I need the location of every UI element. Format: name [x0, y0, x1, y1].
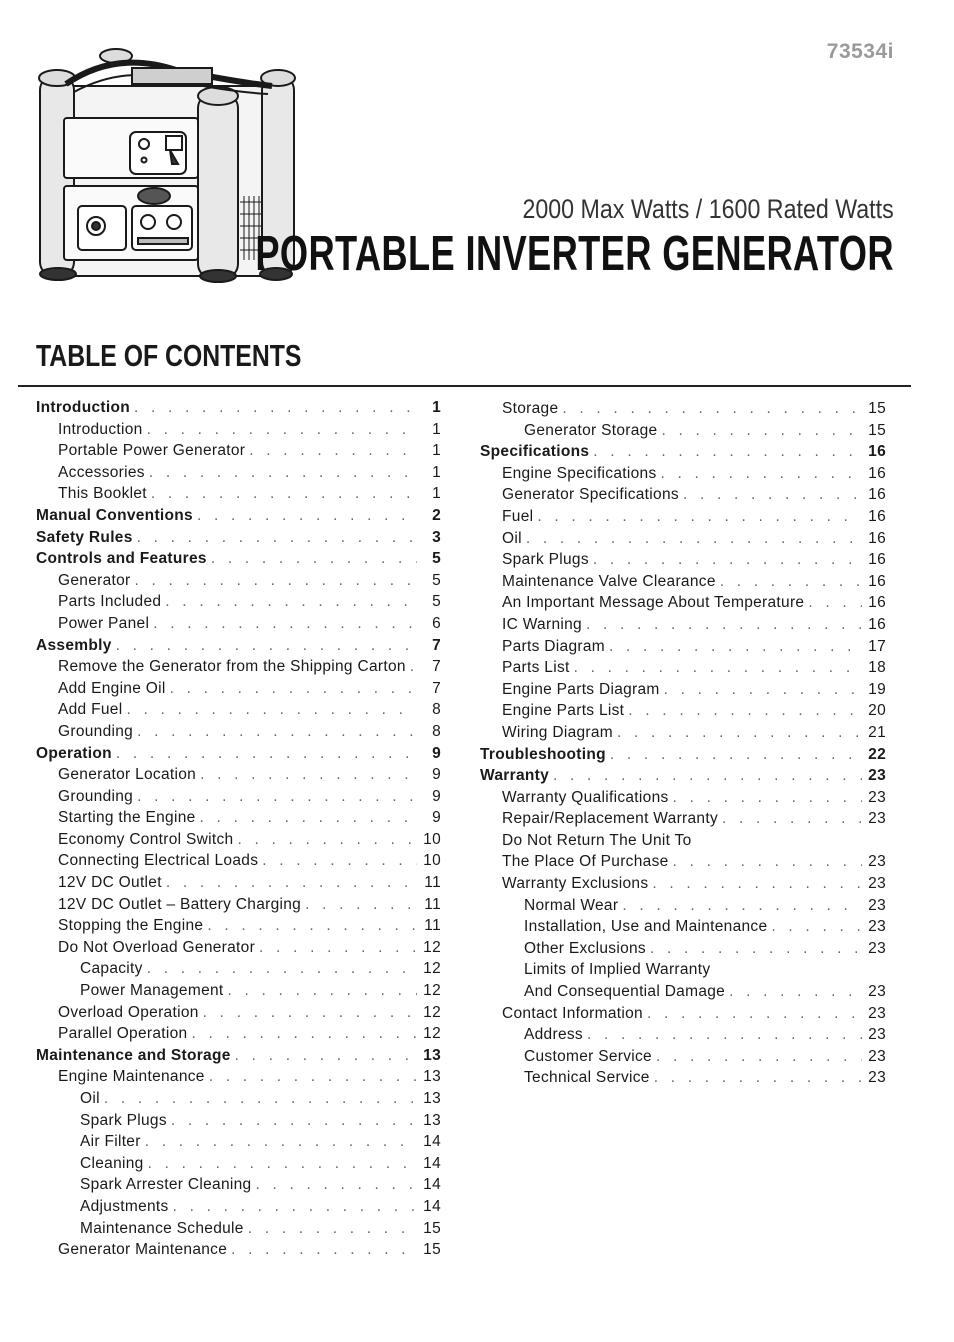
toc-entry-label: Adjustments — [80, 1197, 169, 1215]
toc-leader-dots — [661, 420, 862, 442]
toc-leader-dots — [137, 527, 417, 549]
toc-entry-label: Other Exclusions — [524, 939, 646, 957]
toc-leader-dots — [153, 613, 417, 635]
toc-entry[interactable] — [480, 830, 886, 852]
toc-leader-dots — [574, 657, 862, 679]
toc-entry-page: 10 — [423, 852, 441, 870]
toc-leader-dots — [562, 398, 862, 420]
toc-right-column — [480, 398, 886, 1089]
toc-entry[interactable] — [36, 1066, 441, 1088]
toc-entry-page: 15 — [868, 421, 886, 439]
toc-leader-dots — [149, 462, 417, 484]
toc-entry-page: 13 — [423, 1111, 441, 1129]
toc-leader-dots — [235, 1045, 417, 1067]
toc-entry[interactable] — [36, 591, 441, 613]
toc-entry-label: Manual Conventions — [36, 506, 193, 524]
toc-entry-label: Wiring Diagram — [502, 723, 613, 741]
toc-entry-label: Parallel Operation — [58, 1025, 188, 1043]
toc-leader-dots — [228, 980, 417, 1002]
toc-entry-label: Engine Parts List — [502, 702, 625, 720]
toc-leader-dots — [191, 1023, 417, 1045]
toc-entry-label: Add Engine Oil — [58, 679, 166, 697]
toc-entry-label: Engine Specifications — [502, 464, 657, 482]
toc-entry-page: 16 — [868, 551, 886, 569]
toc-entry-page: 15 — [423, 1219, 441, 1237]
toc-entry-label: Power Management — [80, 982, 224, 1000]
toc-entry-page: 16 — [868, 464, 886, 482]
toc-leader-dots — [259, 937, 417, 959]
toc-entry-label: 12V DC Outlet — [58, 874, 162, 892]
toc-leader-dots — [410, 656, 417, 678]
toc-entry-label: Do Not Overload Generator — [58, 938, 256, 956]
toc-entry-page: 1 — [432, 485, 441, 503]
toc-entry[interactable] — [36, 872, 441, 894]
toc-entry[interactable] — [480, 722, 886, 744]
toc-entry-page: 23 — [868, 767, 886, 785]
toc-entry-label: Air Filter — [80, 1133, 141, 1151]
toc-entry[interactable] — [36, 937, 441, 959]
toc-entry-page: 11 — [424, 874, 441, 892]
toc-entry-page: 7 — [432, 636, 441, 654]
toc-leader-dots — [729, 981, 862, 1003]
toc-divider — [18, 385, 911, 387]
toc-entry[interactable] — [480, 1024, 886, 1046]
toc-entry-page: 2 — [432, 506, 441, 524]
toc-leader-dots — [610, 744, 862, 766]
toc-entry-label: And Consequential Damage — [524, 983, 726, 1001]
toc-entry-label: 12V DC Outlet – Battery Charging — [58, 895, 302, 913]
toc-entry[interactable] — [36, 397, 441, 419]
toc-entry-label: Parts Included — [58, 593, 162, 611]
toc-entry-label: Starting the Engine — [58, 809, 196, 827]
toc-leader-dots — [628, 700, 862, 722]
toc-leader-dots — [209, 1066, 417, 1088]
toc-leader-dots — [211, 548, 417, 570]
toc-entry-page: 11 — [424, 895, 441, 913]
toc-entry[interactable] — [480, 700, 886, 722]
toc-entry-label: Oil — [80, 1090, 100, 1107]
toc-entry[interactable] — [480, 484, 886, 506]
toc-leader-dots — [808, 592, 862, 614]
toc-entry-label: Parts Diagram — [502, 637, 605, 655]
toc-leader-dots — [656, 1046, 862, 1068]
toc-entry[interactable] — [480, 506, 886, 528]
toc-entry-page: 16 — [868, 529, 886, 547]
toc-leader-dots — [771, 916, 862, 938]
toc-entry[interactable] — [36, 699, 441, 721]
toc-entry-label: Generator Maintenance — [58, 1241, 228, 1259]
toc-entry-page: 23 — [868, 896, 886, 914]
toc-leader-dots — [116, 743, 417, 765]
toc-entry-label: Fuel — [502, 507, 534, 525]
toc-entry[interactable] — [480, 744, 886, 766]
toc-leader-dots — [647, 1003, 862, 1025]
toc-entry-page: 23 — [868, 918, 886, 936]
toc-leader-dots — [116, 635, 417, 657]
toc-entry[interactable] — [480, 592, 886, 614]
toc-entry-label: Portable Power Generator — [58, 442, 246, 460]
toc-entry-label: Generator Storage — [524, 421, 658, 439]
toc-entry-page: 5 — [432, 593, 441, 611]
toc-entry-label: Maintenance Valve Clearance — [502, 572, 716, 590]
toc-entry-label: Do Not Return The Unit To — [502, 831, 692, 849]
toc-entry-label: Cleaning — [80, 1154, 144, 1172]
toc-leader-dots — [171, 1110, 417, 1132]
toc-entry[interactable] — [36, 462, 441, 484]
toc-leader-dots — [200, 807, 417, 829]
toc-leader-dots — [683, 484, 862, 506]
toc-leader-dots — [145, 1131, 417, 1153]
toc-entry[interactable] — [36, 764, 441, 786]
toc-leader-dots — [237, 829, 417, 851]
toc-leader-dots — [617, 722, 862, 744]
toc-leader-dots — [147, 958, 417, 980]
toc-entry-label: Spark Plugs — [502, 551, 589, 569]
toc-entry[interactable] — [480, 765, 886, 787]
toc-entry-label: Economy Control Switch — [58, 830, 234, 848]
toc-entry-page: 21 — [868, 723, 886, 741]
toc-entry-label: Troubleshooting — [480, 745, 606, 763]
toc-leader-dots — [586, 614, 862, 636]
toc-entry-page: 11 — [424, 917, 441, 935]
toc-entry-page: 16 — [868, 572, 886, 590]
toc-entry[interactable] — [36, 958, 441, 980]
toc-leader-dots — [652, 873, 862, 895]
toc-entry[interactable] — [36, 743, 441, 765]
toc-leader-dots — [622, 895, 862, 917]
toc-entry[interactable] — [36, 1045, 441, 1067]
toc-leader-dots — [231, 1239, 417, 1261]
toc-entry-page: 10 — [423, 830, 441, 848]
toc-entry[interactable] — [36, 635, 441, 657]
toc-entry-label: This Booklet — [58, 485, 147, 503]
toc-entry-page: 23 — [868, 1069, 886, 1087]
toc-entry-page: 23 — [868, 1047, 886, 1065]
toc-entry-page: 9 — [432, 766, 441, 784]
toc-entry[interactable] — [36, 419, 441, 441]
toc-entry[interactable] — [36, 1023, 441, 1045]
toc-entry-page: 23 — [868, 939, 886, 957]
toc-entry-label: Engine Parts Diagram — [502, 680, 660, 698]
toc-entry[interactable] — [480, 657, 886, 679]
toc-leader-dots — [137, 721, 417, 743]
toc-entry-label: Capacity — [80, 960, 143, 978]
toc-entry[interactable] — [36, 980, 441, 1002]
toc-leader-dots — [148, 1153, 417, 1175]
toc-leader-dots — [593, 549, 862, 571]
toc-entry[interactable] — [480, 549, 886, 571]
toc-leader-dots — [165, 591, 417, 613]
toc-entry[interactable] — [480, 981, 886, 1003]
toc-heading: TABLE OF CONTENTS — [36, 338, 302, 373]
toc-entry[interactable] — [36, 527, 441, 549]
toc-entry-label: Repair/Replacement Warranty — [502, 810, 718, 828]
toc-entry-page: 14 — [423, 1197, 441, 1215]
toc-leader-dots — [593, 441, 862, 463]
toc-entry-page: 18 — [868, 659, 886, 677]
toc-entry-page: 15 — [423, 1241, 441, 1259]
toc-entry[interactable] — [480, 679, 886, 701]
toc-leader-dots — [249, 440, 417, 462]
toc-entry-page: 20 — [868, 702, 886, 720]
toc-entry[interactable] — [36, 786, 441, 808]
toc-entry-page: 1 — [432, 399, 441, 416]
toc-entry[interactable] — [36, 721, 441, 743]
toc-leader-dots — [650, 938, 862, 960]
toc-entry[interactable] — [480, 851, 886, 873]
toc-entry-page: 13 — [423, 1068, 441, 1086]
toc-entry[interactable] — [36, 915, 441, 937]
toc-entry-page: 12 — [423, 1003, 441, 1021]
toc-entry-page: 12 — [423, 938, 441, 956]
toc-entry[interactable] — [36, 850, 441, 872]
toc-entry[interactable] — [36, 570, 441, 592]
toc-leader-dots — [673, 787, 862, 809]
toc-entry-page: 17 — [868, 637, 886, 655]
toc-entry-label: Address — [524, 1026, 583, 1044]
toc-entry-label: Spark Plugs — [80, 1111, 167, 1129]
toc-entry[interactable] — [480, 614, 886, 636]
toc-entry-label: Grounding — [58, 787, 134, 805]
toc-entry[interactable] — [480, 571, 886, 593]
toc-entry-label: Power Panel — [58, 614, 150, 632]
toc-entry-page: 3 — [432, 528, 441, 546]
toc-leader-dots — [137, 786, 417, 808]
toc-entry-page: 23 — [868, 1004, 886, 1022]
toc-entry-page: 23 — [868, 1026, 886, 1044]
product-title: PORTABLE INVERTER GENERATOR — [255, 227, 894, 281]
toc-leader-dots — [173, 1196, 417, 1218]
toc-entry[interactable] — [36, 1218, 441, 1240]
toc-leader-dots — [104, 1088, 417, 1110]
toc-entry[interactable] — [36, 1196, 441, 1218]
toc-entry[interactable] — [36, 440, 441, 462]
toc-entry-page: 14 — [423, 1133, 441, 1151]
toc-leader-dots — [135, 570, 418, 592]
toc-entry[interactable] — [480, 895, 886, 917]
toc-entry-label: Warranty Qualifications — [502, 788, 669, 806]
toc-leader-dots — [203, 1002, 417, 1024]
rating-subtitle: 2000 Max Watts / 1600 Rated Watts — [522, 194, 894, 224]
toc-leader-dots — [151, 483, 417, 505]
toc-entry-page: 16 — [868, 443, 886, 461]
toc-leader-dots — [255, 1174, 417, 1196]
toc-entry-label: Warranty Exclusions — [502, 875, 649, 893]
toc-entry[interactable] — [36, 505, 441, 527]
toc-leader-dots — [722, 808, 862, 830]
toc-entry-label: Engine Maintenance — [58, 1068, 205, 1086]
toc-entry[interactable] — [480, 787, 886, 809]
toc-entry-page: 23 — [868, 875, 886, 893]
toc-entry-page: 5 — [432, 550, 441, 568]
toc-entry[interactable] — [36, 1002, 441, 1024]
toc-leader-dots — [262, 850, 417, 872]
toc-entry-page: 12 — [423, 982, 441, 1000]
toc-entry-page: 14 — [423, 1176, 441, 1194]
toc-leader-dots — [200, 764, 417, 786]
toc-entry[interactable] — [36, 894, 441, 916]
toc-entry[interactable] — [36, 1088, 441, 1110]
toc-entry-label: Contact Information — [502, 1004, 643, 1022]
toc-entry[interactable] — [36, 1239, 441, 1261]
toc-entry-page: 1 — [432, 420, 441, 438]
toc-entry[interactable] — [480, 636, 886, 658]
toc-leader-dots — [587, 1024, 862, 1046]
toc-entry-page: 9 — [432, 809, 441, 827]
toc-entry[interactable] — [480, 808, 886, 830]
toc-entry-label: Introduction — [58, 420, 143, 438]
toc-entry-label: Parts List — [502, 659, 570, 677]
toc-entry-page: 16 — [868, 507, 886, 525]
toc-entry-page: 14 — [423, 1154, 441, 1172]
toc-entry-label: Generator — [58, 571, 131, 589]
toc-leader-dots — [553, 765, 862, 787]
toc-entry[interactable] — [36, 1153, 441, 1175]
toc-leader-dots — [661, 463, 862, 485]
toc-entry-label: Introduction — [36, 399, 130, 416]
toc-entry[interactable] — [36, 483, 441, 505]
toc-entry-label: Accessories — [58, 463, 145, 481]
toc-entry[interactable] — [480, 398, 886, 420]
toc-entry-page: 16 — [868, 594, 886, 612]
toc-leader-dots — [207, 915, 417, 937]
toc-leader-dots — [720, 571, 862, 593]
toc-leader-dots — [305, 894, 417, 916]
toc-entry-label: Technical Service — [524, 1069, 650, 1087]
toc-entry-page: 12 — [423, 1025, 441, 1043]
toc-entry-label: Normal Wear — [524, 896, 619, 914]
toc-entry-page: 8 — [432, 722, 441, 740]
toc-entry-label: Specifications — [480, 443, 590, 461]
toc-leader-dots — [654, 1067, 862, 1089]
toc-entry[interactable] — [480, 938, 886, 960]
toc-entry[interactable] — [36, 678, 441, 700]
toc-entry-label: Grounding — [58, 722, 134, 740]
toc-entry-page: 16 — [868, 615, 886, 633]
toc-entry-label: Connecting Electrical Loads — [58, 852, 259, 870]
toc-entry-page: 9 — [432, 744, 441, 762]
toc-entry[interactable] — [480, 959, 886, 981]
toc-entry[interactable] — [36, 656, 441, 678]
toc-entry-page: 23 — [868, 788, 886, 806]
toc-entry-page: 6 — [432, 614, 441, 632]
toc-entry-label: Assembly — [36, 636, 112, 654]
toc-entry-page: 13 — [423, 1046, 441, 1064]
toc-entry-page: 23 — [868, 853, 886, 871]
toc-entry-label: Remove the Generator from the Shipping Carton — [58, 658, 406, 676]
toc-entry[interactable] — [36, 829, 441, 851]
toc-entry-label: Generator Location — [58, 766, 197, 784]
toc-entry-page: 15 — [868, 400, 886, 417]
toc-leader-dots — [126, 699, 417, 721]
toc-entry[interactable] — [36, 1174, 441, 1196]
toc-entry-label: An Important Message About Temperature — [502, 594, 805, 612]
toc-entry[interactable] — [480, 463, 886, 485]
toc-entry[interactable] — [480, 528, 886, 550]
toc-entry-page: 9 — [432, 787, 441, 805]
toc-entry[interactable] — [36, 613, 441, 635]
toc-entry-label: Storage — [502, 400, 559, 417]
toc-entry-label: Overload Operation — [58, 1003, 199, 1021]
toc-entry[interactable] — [480, 916, 886, 938]
model-number: 73534i — [826, 40, 894, 63]
toc-leader-dots — [166, 872, 417, 894]
toc-entry-page: 7 — [432, 679, 441, 697]
toc-entry[interactable] — [480, 873, 886, 895]
toc-entry-label: Operation — [36, 744, 112, 762]
toc-entry[interactable] — [480, 420, 886, 442]
toc-leader-dots — [526, 528, 862, 550]
toc-entry[interactable] — [480, 441, 886, 463]
toc-entry[interactable] — [480, 1067, 886, 1089]
toc-entry-label: Maintenance Schedule — [80, 1219, 244, 1237]
toc-leader-dots — [170, 678, 417, 700]
toc-entry-page: 16 — [868, 486, 886, 504]
toc-entry-page: 23 — [868, 810, 886, 828]
toc-entry-page: 7 — [432, 658, 441, 676]
toc-entry[interactable] — [480, 1046, 886, 1068]
toc-left-column — [36, 397, 441, 1261]
toc-entry-label: Warranty — [480, 767, 550, 785]
toc-entry-label: Installation, Use and Maintenance — [524, 918, 768, 936]
toc-entry-page: 13 — [423, 1090, 441, 1107]
toc-entry-page: 22 — [868, 745, 886, 763]
toc-entry-page: 1 — [432, 442, 441, 460]
toc-entry-page: 1 — [432, 463, 441, 481]
toc-entry-page: 19 — [868, 680, 886, 698]
toc-entry[interactable] — [36, 548, 441, 570]
toc-entry-page: 12 — [423, 960, 441, 978]
toc-entry-label: Customer Service — [524, 1047, 652, 1065]
toc-leader-dots — [609, 636, 862, 658]
toc-entry-page: 23 — [868, 983, 886, 1001]
toc-entry-label: Add Fuel — [58, 701, 123, 719]
toc-entry-label: Controls and Features — [36, 550, 207, 568]
toc-leader-dots — [134, 397, 417, 419]
toc-entry[interactable] — [36, 807, 441, 829]
toc-entry-label: The Place Of Purchase — [502, 853, 669, 871]
toc-leader-dots — [673, 851, 862, 873]
toc-entry-label: Oil — [502, 529, 522, 547]
toc-entry-label: Maintenance and Storage — [36, 1046, 231, 1064]
toc-leader-dots — [147, 419, 417, 441]
toc-entry-label: Safety Rules — [36, 528, 133, 546]
toc-leader-dots — [248, 1218, 417, 1240]
toc-entry-label: IC Warning — [502, 615, 582, 633]
toc-entry-page: 5 — [432, 571, 441, 589]
toc-leader-dots — [664, 679, 862, 701]
toc-entry[interactable] — [480, 1003, 886, 1025]
toc-entry[interactable] — [36, 1131, 441, 1153]
toc-entry-label: Limits of Implied Warranty — [524, 961, 711, 979]
toc-entry[interactable] — [36, 1110, 441, 1132]
toc-entry-label: Spark Arrester Cleaning — [80, 1176, 252, 1194]
toc-entry-page: 8 — [432, 701, 441, 719]
toc-entry-label: Generator Specifications — [502, 486, 679, 504]
toc-entry-label: Stopping the Engine — [58, 917, 204, 935]
toc-leader-dots — [537, 506, 862, 528]
toc-leader-dots — [197, 505, 417, 527]
